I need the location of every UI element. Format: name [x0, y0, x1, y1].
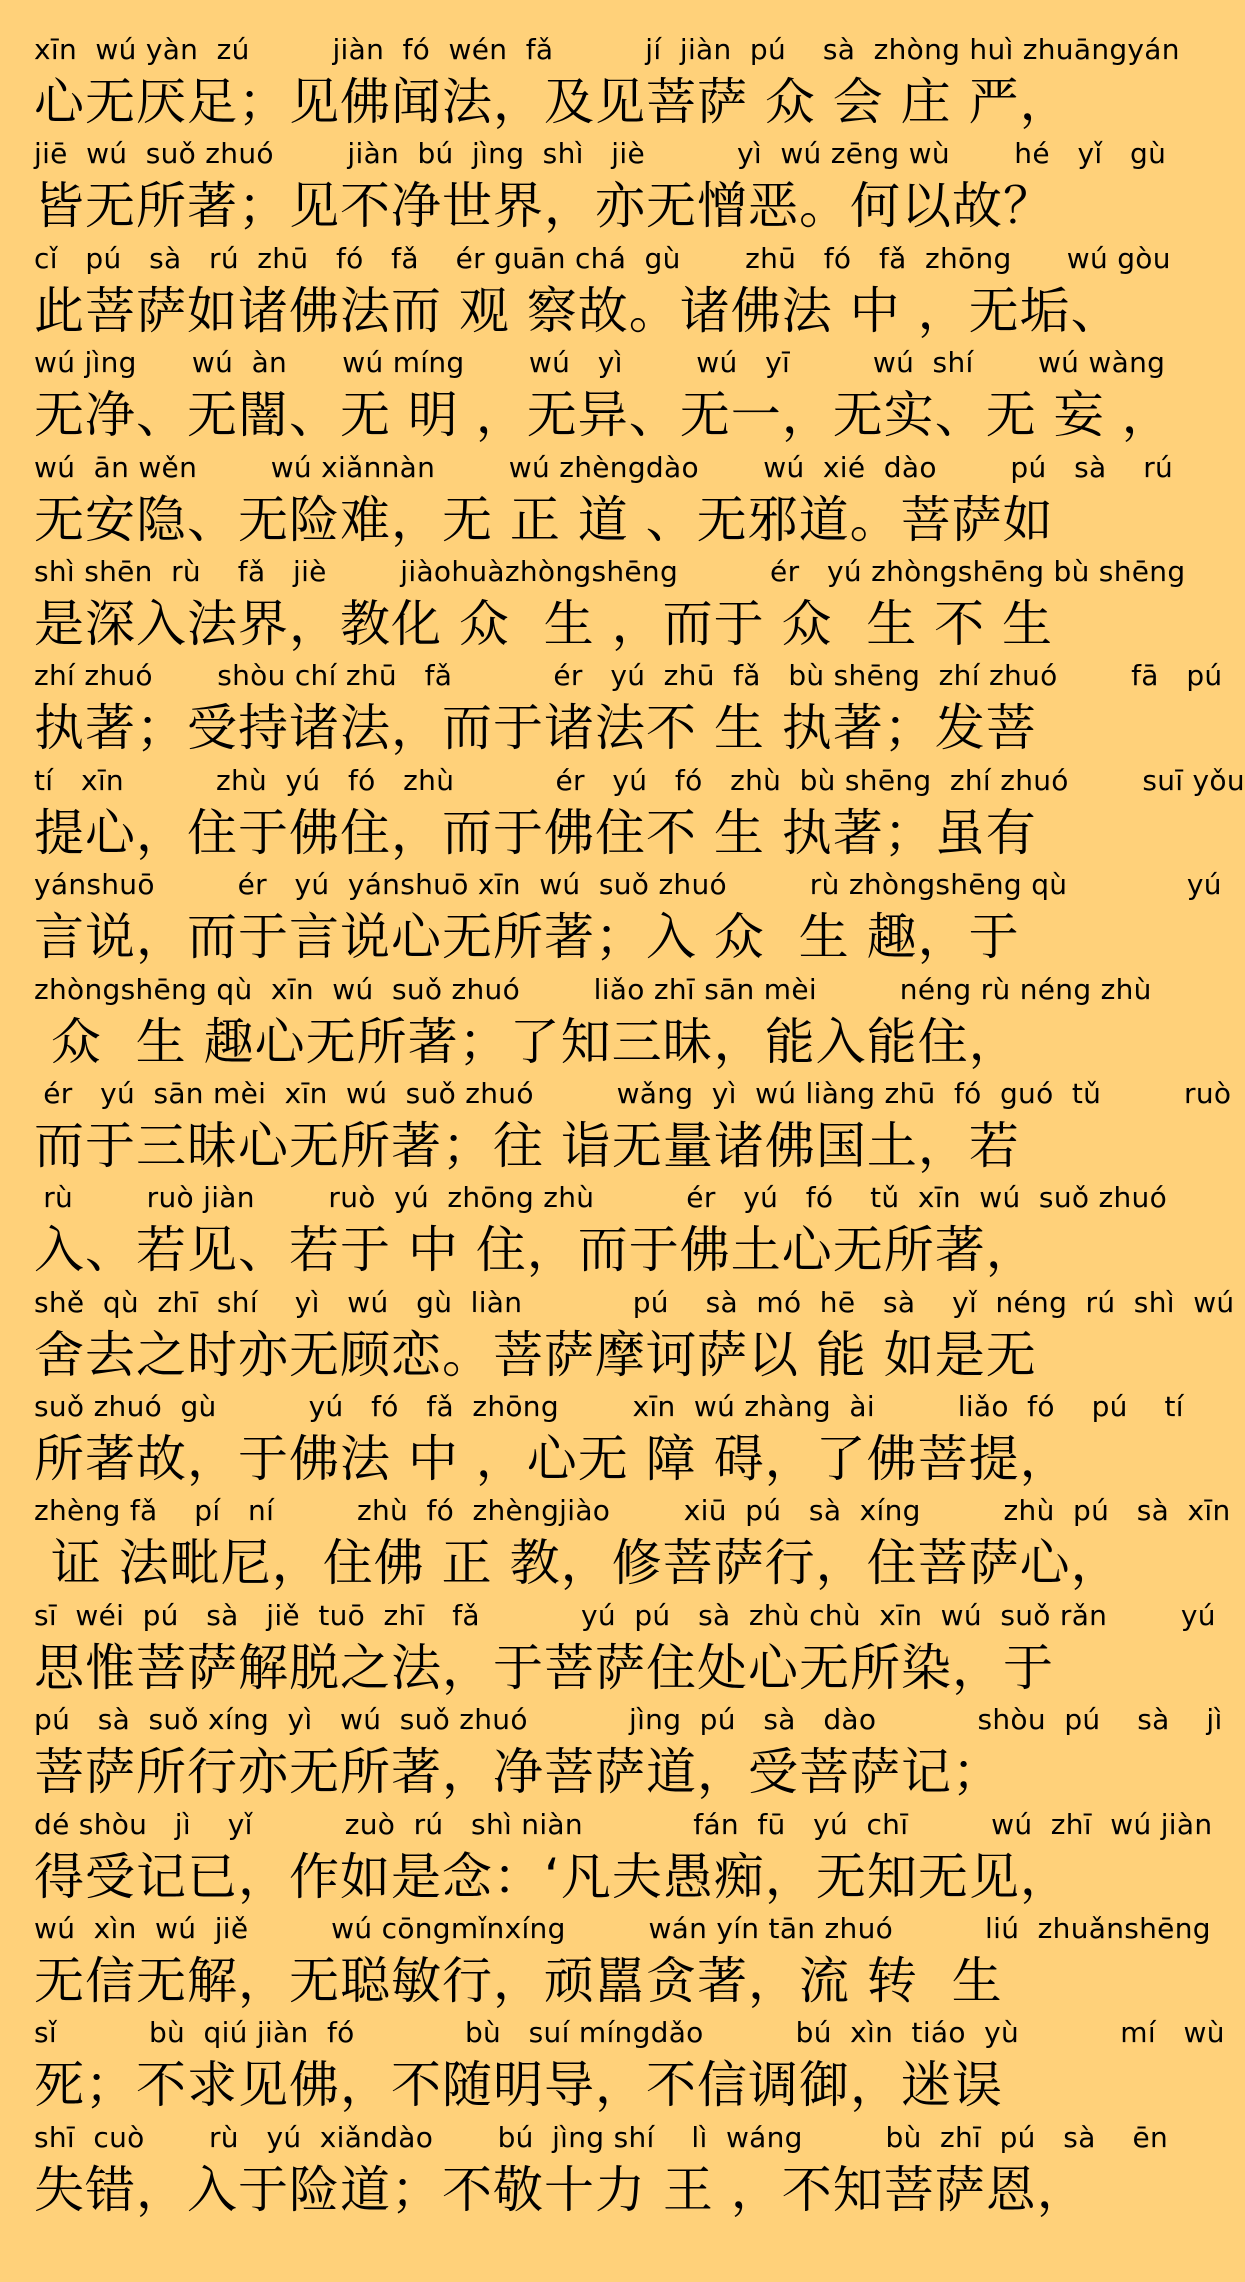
- hanzi-row: 是深入法界，教化 众 生 ，而于 众 生 不 生: [34, 594, 1054, 653]
- pinyin-row: dé shòu jì yǐ zuò rú shì niàn fán fū yú chī wú zhī wú jiàn: [34, 1807, 1213, 1841]
- text-line-20: [34, 2015, 1225, 2119]
- hanzi-row: 无净、无闇、无 明 ，无异、无一，无实、无 妄 ，: [34, 386, 1173, 445]
- hanzi-row: 死；不求见佛，不随明导，不信调御，迷误: [34, 2056, 1003, 2115]
- pinyin-row: ér yú sān mèi xīn wú suǒ zhuó wǎng yì wú liàng zhū fó guó tǔ ruò: [34, 1076, 1232, 1110]
- hanzi-row: 无信无解，无聪敏行，顽嚚贪著，流 转 生: [34, 1952, 1003, 2011]
- text-line-1: [34, 32, 1180, 136]
- hanzi-row: 众 生 趣心无所著；了知三昧，能入能住，: [34, 1012, 1020, 1071]
- hanzi-row: 执著；受持诸法，而于诸法不 生 执著；发菩: [34, 699, 1037, 758]
- text-line-16: [34, 1598, 1216, 1702]
- hanzi-row: 心无厌足；见佛闻法，及见菩萨 众 会 庄 严，: [34, 73, 1071, 131]
- hanzi-row: 言说，而于言说心无所著；入 众 生 趣，于: [34, 908, 1020, 967]
- text-line-7: [34, 658, 1223, 762]
- text-line-14: [34, 1389, 1184, 1493]
- hanzi-row: 失错，入于险道；不敬十力 王 ，不知菩萨恩，: [34, 2160, 1088, 2219]
- text-line-11: [34, 1076, 1232, 1180]
- pinyin-row: tí xīn zhù yú fó zhù ér yú fó zhù bù shēng zhí zhuó suī yǒu: [34, 763, 1245, 797]
- text-line-6: [34, 554, 1186, 658]
- text-line-19: [34, 1911, 1211, 2015]
- pinyin-row: wú ān wěn wú xiǎnnàn wú zhèngdào wú xié dào pú sà rú: [34, 450, 1174, 484]
- pinyin-row: rù ruò jiàn ruò yú zhōng zhù ér yú fó tǔ xīn wú suǒ zhuó: [34, 1181, 1168, 1215]
- text-line-13: [34, 1285, 1235, 1389]
- text-line-10: [34, 972, 1152, 1076]
- pinyin-row: sǐ bù qiú jiàn fó bù suí míngdǎo bú xìn tiáo yù mí wù: [34, 2016, 1225, 2050]
- pinyin-row: pú sà suǒ xíng yì wú suǒ zhuó jìng pú sà dào shòu pú sà jì: [34, 1703, 1223, 1737]
- hanzi-row: 入、若见、若于 中 住，而于佛土心无所著，: [34, 1221, 1037, 1280]
- text-line-15: [34, 1493, 1231, 1597]
- hanzi-row: 而于三昧心无所著；往 诣无量诸佛国土，若: [34, 1116, 1020, 1175]
- pinyin-row: zhòngshēng qù xīn wú suǒ zhuó liǎo zhī sān mèi néng rù néng zhù: [34, 972, 1152, 1006]
- text-line-8: [34, 763, 1245, 867]
- hanzi-row: 皆无所著；见不净世界，亦无憎恶。何以故？: [34, 177, 1054, 236]
- text-line-21: [34, 2120, 1169, 2224]
- hanzi-row: 此菩萨如诸佛法而 观 察故。诸佛法 中 ，无垢、: [34, 281, 1122, 340]
- text-line-18: [34, 1807, 1213, 1911]
- pinyin-row: shī cuò rù yú xiǎndào bú jìng shí lì wáng bù zhī pú sà ēn: [34, 2120, 1169, 2154]
- pinyin-row: wú xìn wú jiě wú cōngmǐnxíng wán yín tān zhuó liú zhuǎnshēng: [34, 1912, 1211, 1946]
- text-line-5: [34, 450, 1174, 554]
- text-line-12: [34, 1180, 1168, 1284]
- text-line-3: [34, 241, 1171, 345]
- hanzi-row: 无安隐、无险难，无 正 道 、无邪道。菩萨如: [34, 490, 1054, 549]
- pinyin-row: zhèng fǎ pí ní zhù fó zhèngjiào xiū pú sà xíng zhù pú sà xīn: [34, 1494, 1231, 1528]
- pinyin-row: wú jìng wú àn wú míng wú yì wú yī wú shí wú wàng: [34, 346, 1166, 380]
- pinyin-row: shì shēn rù fǎ jiè jiàohuàzhòngshēng ér yú zhòngshēng bù shēng: [34, 554, 1186, 588]
- hanzi-row: 得受记已，作如是念：‘凡夫愚痴，无知无见，: [34, 1847, 1071, 1906]
- pinyin-row: cǐ pú sà rú zhū fó fǎ ér guān chá gù zhū fó fǎ zhōng wú gòu: [34, 241, 1171, 275]
- pinyin-row: jiē wú suǒ zhuó jiàn bú jìng shì jiè yì wú zēng wù hé yǐ gù: [34, 137, 1167, 171]
- hanzi-row: 所著故，于佛法 中 ，心无 障 碍，了佛菩提，: [34, 1430, 1071, 1489]
- hanzi-row: 提心，住于佛住，而于佛住不 生 执著；虽有: [34, 803, 1037, 862]
- text-line-4: [34, 345, 1173, 449]
- pinyin-row: zhí zhuó shòu chí zhū fǎ ér yú zhū fǎ bù shēng zhí zhuó fā pú: [34, 659, 1223, 693]
- pinyin-row: yánshuō ér yú yánshuō xīn wú suǒ zhuó rù zhòngshēng qù yú: [34, 868, 1222, 902]
- pinyin-row: xīn wú yàn zú jiàn fó wén fǎ jí jiàn pú sà zhòng huì zhuāngyán: [34, 33, 1180, 66]
- pinyin-row: shě qù zhī shí yì wú gù liàn pú sà mó hē sà yǐ néng rú shì wú: [34, 1285, 1235, 1319]
- hanzi-row: 菩萨所行亦无所著，净菩萨道，受菩萨记；: [34, 1743, 1003, 1802]
- pinyin-row: suǒ zhuó gù yú fó fǎ zhōng xīn wú zhàng ài liǎo fó pú tí: [34, 1390, 1184, 1424]
- text-line-2: [34, 136, 1167, 240]
- text-line-17: [34, 1702, 1223, 1806]
- hanzi-row: 思惟菩萨解脱之法，于菩萨住处心无所染，于: [34, 1638, 1054, 1697]
- hanzi-row: 舍去之时亦无顾恋。菩萨摩诃萨以 能 如是无: [34, 1325, 1037, 1384]
- text-line-9: [34, 867, 1222, 971]
- hanzi-row: 证 法毗尼，住佛 正 教，修菩萨行，住菩萨心，: [34, 1534, 1122, 1593]
- pinyin-row: sī wéi pú sà jiě tuō zhī fǎ yú pú sà zhù chù xīn wú suǒ rǎn yú: [34, 1598, 1216, 1632]
